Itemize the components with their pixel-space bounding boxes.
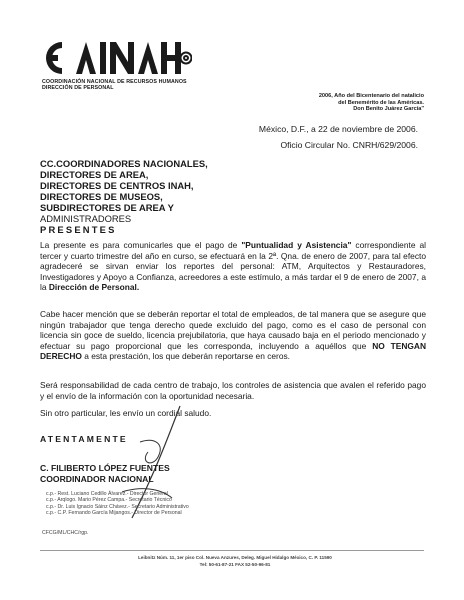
- footer-divider: [40, 550, 424, 551]
- p2-bold: NO TENGAN DERECHO: [40, 340, 427, 362]
- p1-text-b: correspondiente al tercer y cuarto trimestre del año en curso, se efectuará en la 2ª. Qna. de enero de 2007, para tal efecto agradeceré se sirvan enviar los reportes del personal: ATM, Arquitectos y Restauradores, Investigadores y Apoyo a Confianza, acreedores a este estímulo, a más tardar el 9 de enero de 2007, a la: [40, 240, 427, 293]
- inah-emblem-icon: [181, 53, 192, 64]
- cc-item: c.p.- Rest. Luciano Cedillo Álvarez.- Director General: [46, 491, 168, 497]
- paragraph-2: [40, 309, 426, 362]
- p1-text-a: La presente es para comunicarles que el pago de: [40, 240, 242, 250]
- addressee-line: SUBDIRECTORES DE AREA Y: [40, 202, 174, 213]
- place-date: México, D.F., a 22 de noviembre de 2006.: [258, 124, 418, 134]
- addressee-line: DIRECTORES DE MUSEOS,: [40, 191, 163, 202]
- reference-initials: CFCG/ML/CHC/rgp.: [42, 530, 89, 536]
- p1-bold-1: "Puntualidad y Asistencia": [241, 240, 352, 250]
- addressee-line: DIRECTORES DE CENTROS INAH,: [40, 180, 194, 191]
- addressee-last: ADMINISTRADORES: [40, 213, 132, 224]
- p2-text-b: a esta prestación, los que deberán reportarse en ceros.: [81, 351, 290, 362]
- motto-line-2: del Benemérito de las Américas.: [338, 99, 424, 106]
- footer-address: Leibnitz Núm. 11, 1er piso Col. Nueva Anzures, Deleg. Miguel Hidalgo México, C. P. 11590: [138, 555, 332, 560]
- footer-block: [100, 555, 370, 568]
- cc-item: c.p.- Dr. Luis Ignacio Sáinz Chávez.- Secretario Administrativo: [46, 503, 189, 510]
- atentamente: ATENTAMENTE: [40, 434, 128, 444]
- addressee-line: CC.COORDINADORES NACIONALES,: [40, 158, 208, 169]
- paragraph-1: [40, 240, 426, 293]
- p2-text-a: Cabe hacer mención que se deberán reportar el total de empleados, de tal manera que se asegure que ningún trabajador que tenga derecho quede excluido del pago, como es el caso de personal con licencia sin goce de sueldo, licencia prejubilatoria, que haya causado baja en el periodo mencionado y efectuar su pago proporcional que les corresponda, incluyendo a aquéllos que: [40, 309, 426, 351]
- cc-item: c.p.- Arqlogo. Mario Pérez Campa.- Secretario Técnico: [46, 497, 172, 504]
- org-line-1: COORDINACIÓN NACIONAL DE RECURSOS HUMANOS: [42, 79, 187, 85]
- paragraph-3: Será responsabilidad de cada centro de trabajo, los controles de asistencia que avalen el referido pago y el envío de la información con la oportunidad necesaria.: [40, 380, 426, 401]
- addressee-block: [40, 158, 208, 213]
- footer-phone: Tel: 50-61-87-21 FAX 52-50-96-81: [199, 561, 271, 567]
- motto-block: [319, 93, 424, 113]
- cc-item: c.p.- C.P. Fernando García Mijangos.- Director de Personal: [46, 510, 182, 517]
- inah-logo: [42, 38, 192, 78]
- closing-line: Sin otro particular, les envío un cordial saludo.: [40, 408, 212, 418]
- motto-line-3: Don Benito Juárez García": [353, 106, 424, 113]
- cc-list: [46, 491, 189, 517]
- signer-title: COORDINADOR NACIONAL: [40, 474, 154, 484]
- motto-line-1: 2006, Año del Bicentenario del natalicio: [318, 93, 424, 99]
- org-line-2: DIRECCIÓN DE PERSONAL: [42, 85, 114, 91]
- addressee-line: DIRECTORES DE AREA,: [40, 169, 149, 180]
- signer-name: C. FILIBERTO LÓPEZ FUENTES: [40, 463, 170, 473]
- circular-number: Oficio Circular No. CNRH/629/2006.: [280, 140, 418, 150]
- presentes: PRESENTES: [40, 224, 117, 235]
- p1-bold-2: Dirección de Personal.: [48, 282, 140, 293]
